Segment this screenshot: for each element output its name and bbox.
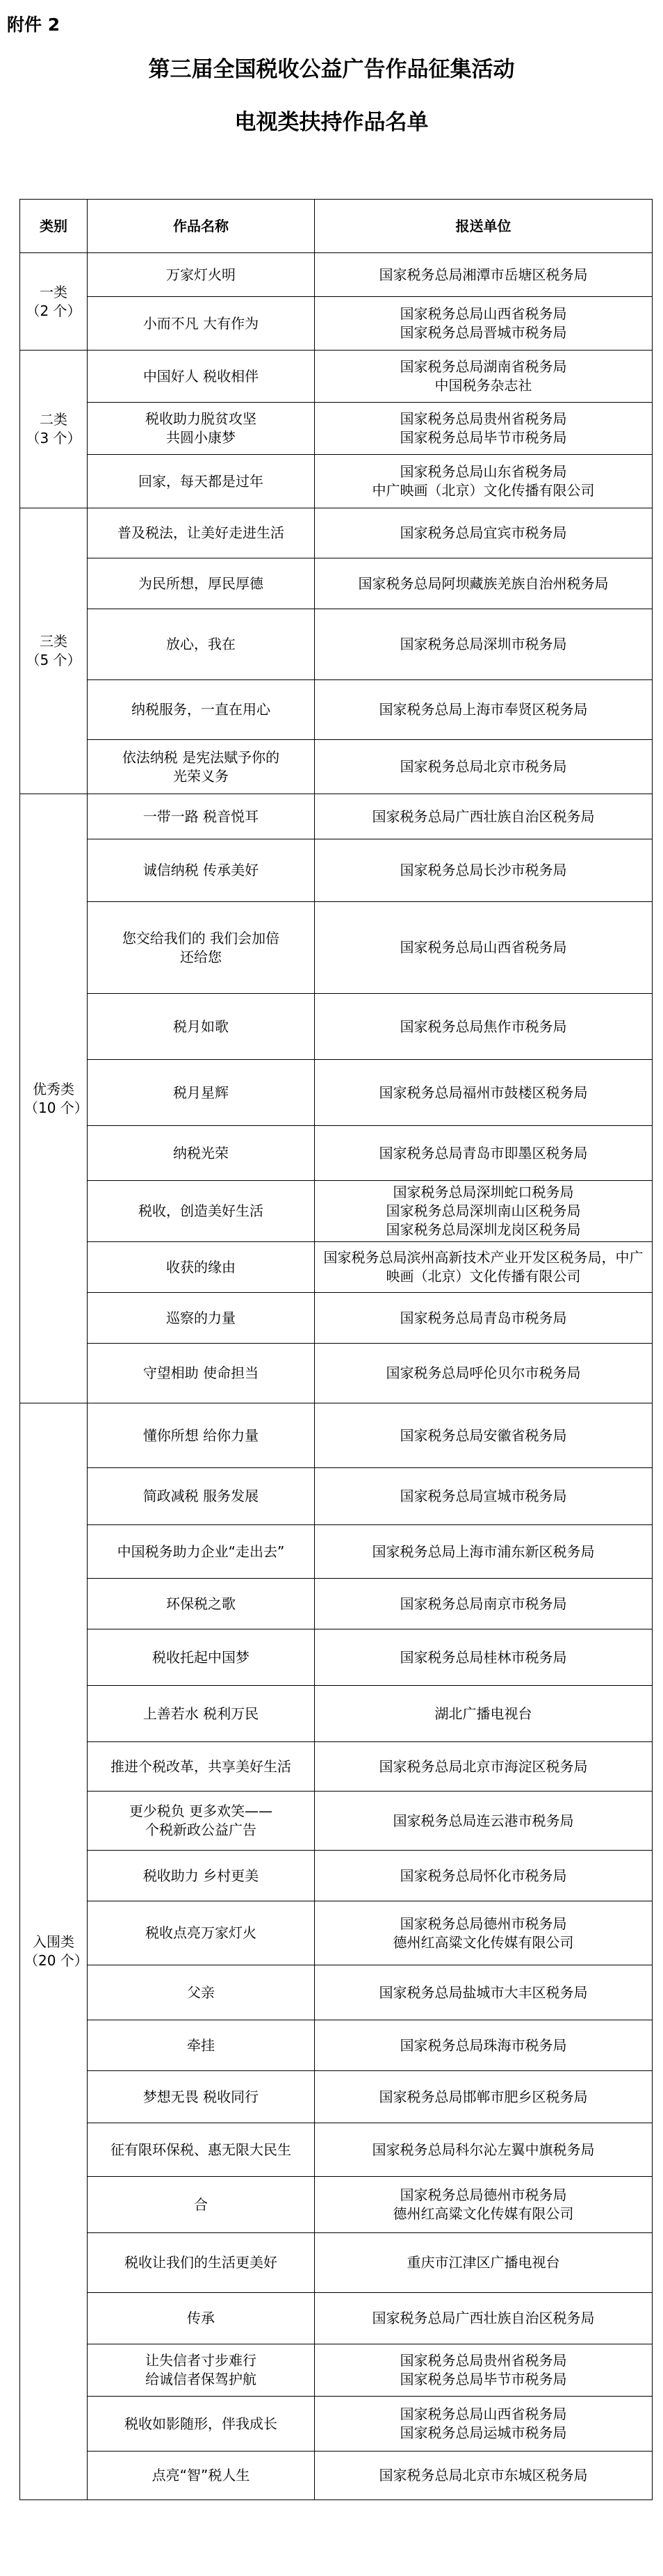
work-name-cell: 税收如影随形，伴我成长 <box>88 2397 315 2452</box>
work-name-cell: 更少税负 更多欢笑—— 个税新政公益广告 <box>88 1792 315 1851</box>
unit-cell: 国家税务总局怀化市税务局 <box>315 1851 653 1901</box>
work-name-cell: 中国税务助力企业“走出去” <box>88 1525 315 1579</box>
unit-cell: 国家税务总局广西壮族自治区税务局 <box>315 2293 653 2344</box>
table-row <box>20 1403 653 1468</box>
award-list-table <box>19 199 653 2500</box>
unit-cell: 国家税务总局山西省税务局 <box>315 902 653 994</box>
table-row <box>20 1965 653 2020</box>
unit-cell: 国家税务总局滨州高新技术产业开发区税务局，中广映画（北京）文化传播有限公司 <box>315 1242 653 1293</box>
unit-cell: 国家税务总局福州市鼓楼区税务局 <box>315 1060 653 1126</box>
table-row <box>20 1525 653 1579</box>
table-row <box>20 1901 653 1965</box>
unit-cell: 国家税务总局上海市奉贤区税务局 <box>315 680 653 740</box>
table-row <box>20 1468 653 1525</box>
header-work-name: 作品名称 <box>88 200 315 253</box>
unit-cell: 国家税务总局桂林市税务局 <box>315 1629 653 1686</box>
header-category: 类别 <box>20 200 88 253</box>
page-title: 第三届全国税收公益广告作品征集活动 <box>148 57 515 82</box>
table-row <box>20 1293 653 1344</box>
work-name-cell: 税收助力脱贫攻坚 共圆小康梦 <box>88 403 315 455</box>
work-name-cell: 让失信者寸步难行 给诚信者保驾护航 <box>88 2344 315 2397</box>
unit-cell: 国家税务总局呼伦贝尔市税务局 <box>315 1344 653 1403</box>
category-cell: 优秀类 （10 个） <box>20 794 88 1403</box>
work-name-cell: 税月星辉 <box>88 1060 315 1126</box>
table-row <box>20 1060 653 1126</box>
unit-cell: 国家税务总局贵州省税务局 国家税务总局毕节市税务局 <box>315 2344 653 2397</box>
unit-cell: 国家税务总局上海市浦东新区税务局 <box>315 1525 653 1579</box>
unit-cell: 国家税务总局北京市海淀区税务局 <box>315 1742 653 1792</box>
table-row <box>20 1344 653 1403</box>
work-name-cell: 纳税光荣 <box>88 1126 315 1181</box>
category-cell: 一类 （2 个） <box>20 253 88 351</box>
work-name-cell: 传承 <box>88 2293 315 2344</box>
category-cell: 三类 （5 个） <box>20 508 88 794</box>
table-row <box>20 1851 653 1901</box>
table-row <box>20 2123 653 2177</box>
unit-cell: 国家税务总局深圳蛇口税务局 国家税务总局深圳南山区税务局 国家税务总局深圳龙岗区税务局 <box>315 1181 653 1242</box>
work-name-cell: 收获的缘由 <box>88 1242 315 1293</box>
table-row <box>20 2177 653 2233</box>
work-name-cell: 回家，每天都是过年 <box>88 455 315 508</box>
unit-cell: 国家税务总局山东省税务局 中广映画（北京）文化传播有限公司 <box>315 455 653 508</box>
unit-cell: 国家税务总局山西省税务局 国家税务总局晋城市税务局 <box>315 297 653 351</box>
table-row <box>20 2452 653 2500</box>
table-row <box>20 609 653 680</box>
work-name-cell: 父亲 <box>88 1965 315 2020</box>
work-name-cell: 税月如歌 <box>88 994 315 1060</box>
unit-cell: 国家税务总局德州市税务局 德州红高粱文化传媒有限公司 <box>315 2177 653 2233</box>
table-row <box>20 253 653 297</box>
page-subtitle: 电视类扶持作品名单 <box>234 110 429 135</box>
table-row <box>20 1126 653 1181</box>
unit-cell: 国家税务总局山西省税务局 国家税务总局运城市税务局 <box>315 2397 653 2452</box>
unit-cell: 国家税务总局北京市东城区税务局 <box>315 2452 653 2500</box>
unit-cell: 国家税务总局邯郸市肥乡区税务局 <box>315 2071 653 2123</box>
work-name-cell: 为民所想，厚民厚德 <box>88 558 315 609</box>
header-unit: 报送单位 <box>315 200 653 253</box>
table-row <box>20 839 653 902</box>
work-name-cell: 一带一路 税音悦耳 <box>88 794 315 839</box>
work-name-cell: 纳税服务，一直在用心 <box>88 680 315 740</box>
table-row <box>20 794 653 839</box>
work-name-cell: 环保税之歌 <box>88 1579 315 1629</box>
table-row <box>20 740 653 794</box>
table-row <box>20 2020 653 2071</box>
unit-cell: 国家税务总局珠海市税务局 <box>315 2020 653 2071</box>
work-name-cell: 简政减税 服务发展 <box>88 1468 315 1525</box>
work-name-cell: 梦想无畏 税收同行 <box>88 2071 315 2123</box>
unit-cell: 国家税务总局焦作市税务局 <box>315 994 653 1060</box>
work-name-cell: 依法纳税 是宪法赋予你的 光荣义务 <box>88 740 315 794</box>
unit-cell: 湖北广播电视台 <box>315 1686 653 1742</box>
table-row <box>20 1742 653 1792</box>
unit-cell: 国家税务总局盐城市大丰区税务局 <box>315 1965 653 2020</box>
unit-cell: 国家税务总局连云港市税务局 <box>315 1792 653 1851</box>
table-row <box>20 1686 653 1742</box>
table-row <box>20 1242 653 1293</box>
unit-cell: 国家税务总局宜宾市税务局 <box>315 508 653 558</box>
unit-cell: 国家税务总局科尔沁左翼中旗税务局 <box>315 2123 653 2177</box>
work-name-cell: 税收，创造美好生活 <box>88 1181 315 1242</box>
work-name-cell: 守望相助 使命担当 <box>88 1344 315 1403</box>
work-name-cell: 中国好人 税收相伴 <box>88 351 315 403</box>
work-name-cell: 您交给我们的 我们会加倍 还给您 <box>88 902 315 994</box>
unit-cell: 国家税务总局安徽省税务局 <box>315 1403 653 1468</box>
table-row <box>20 680 653 740</box>
category-cell: 二类 （3 个） <box>20 351 88 508</box>
work-name-cell: 小而不凡 大有作为 <box>88 297 315 351</box>
work-name-cell: 税收助力 乡村更美 <box>88 1851 315 1901</box>
work-name-cell: 放心，我在 <box>88 609 315 680</box>
table-row <box>20 2233 653 2293</box>
table-row <box>20 2293 653 2344</box>
work-name-cell: 诚信纳税 传承美好 <box>88 839 315 902</box>
work-name-cell: 普及税法，让美好走进生活 <box>88 508 315 558</box>
table-row <box>20 1181 653 1242</box>
unit-cell: 国家税务总局贵州省税务局 国家税务总局毕节市税务局 <box>315 403 653 455</box>
work-name-cell: 懂你所想 给你力量 <box>88 1403 315 1468</box>
table-row <box>20 403 653 455</box>
unit-cell: 国家税务总局南京市税务局 <box>315 1579 653 1629</box>
table-row <box>20 508 653 558</box>
unit-cell: 国家税务总局青岛市税务局 <box>315 1293 653 1344</box>
work-name-cell: 上善若水 税利万民 <box>88 1686 315 1742</box>
work-name-cell: 点亮“智”税人生 <box>88 2452 315 2500</box>
work-name-cell: 牵挂 <box>88 2020 315 2071</box>
unit-cell: 国家税务总局广西壮族自治区税务局 <box>315 794 653 839</box>
work-name-cell: 税收点亮万家灯火 <box>88 1901 315 1965</box>
work-name-cell: 税收让我们的生活更美好 <box>88 2233 315 2293</box>
table-row <box>20 902 653 994</box>
work-name-cell: 征有限环保税、惠无限大民生 <box>88 2123 315 2177</box>
work-name-cell: 巡察的力量 <box>88 1293 315 1344</box>
unit-cell: 国家税务总局长沙市税务局 <box>315 839 653 902</box>
table-row <box>20 351 653 403</box>
unit-cell: 国家税务总局阿坝藏族羌族自治州税务局 <box>315 558 653 609</box>
unit-cell: 重庆市江津区广播电视台 <box>315 2233 653 2293</box>
table-row <box>20 455 653 508</box>
category-cell: 入围类 （20 个） <box>20 1403 88 2500</box>
table-row <box>20 1629 653 1686</box>
table-row <box>20 1579 653 1629</box>
table-header-row <box>20 200 653 253</box>
table-row <box>20 994 653 1060</box>
table-row <box>20 558 653 609</box>
table-row <box>20 2344 653 2397</box>
table-row <box>20 2071 653 2123</box>
unit-cell: 国家税务总局青岛市即墨区税务局 <box>315 1126 653 1181</box>
unit-cell: 国家税务总局湖南省税务局 中国税务杂志社 <box>315 351 653 403</box>
unit-cell: 国家税务总局北京市税务局 <box>315 740 653 794</box>
unit-cell: 国家税务总局深圳市税务局 <box>315 609 653 680</box>
attachment-label: 附件 2 <box>7 15 60 35</box>
unit-cell: 国家税务总局德州市税务局 德州红高粱文化传媒有限公司 <box>315 1901 653 1965</box>
work-name-cell: 推进个税改革，共享美好生活 <box>88 1742 315 1792</box>
work-name-cell: 万家灯火明 <box>88 253 315 297</box>
table-row <box>20 297 653 351</box>
unit-cell: 国家税务总局宣城市税务局 <box>315 1468 653 1525</box>
work-name-cell: 税收托起中国梦 <box>88 1629 315 1686</box>
table-row <box>20 1792 653 1851</box>
table-row <box>20 2397 653 2452</box>
unit-cell: 国家税务总局湘潭市岳塘区税务局 <box>315 253 653 297</box>
work-name-cell: 合 <box>88 2177 315 2233</box>
